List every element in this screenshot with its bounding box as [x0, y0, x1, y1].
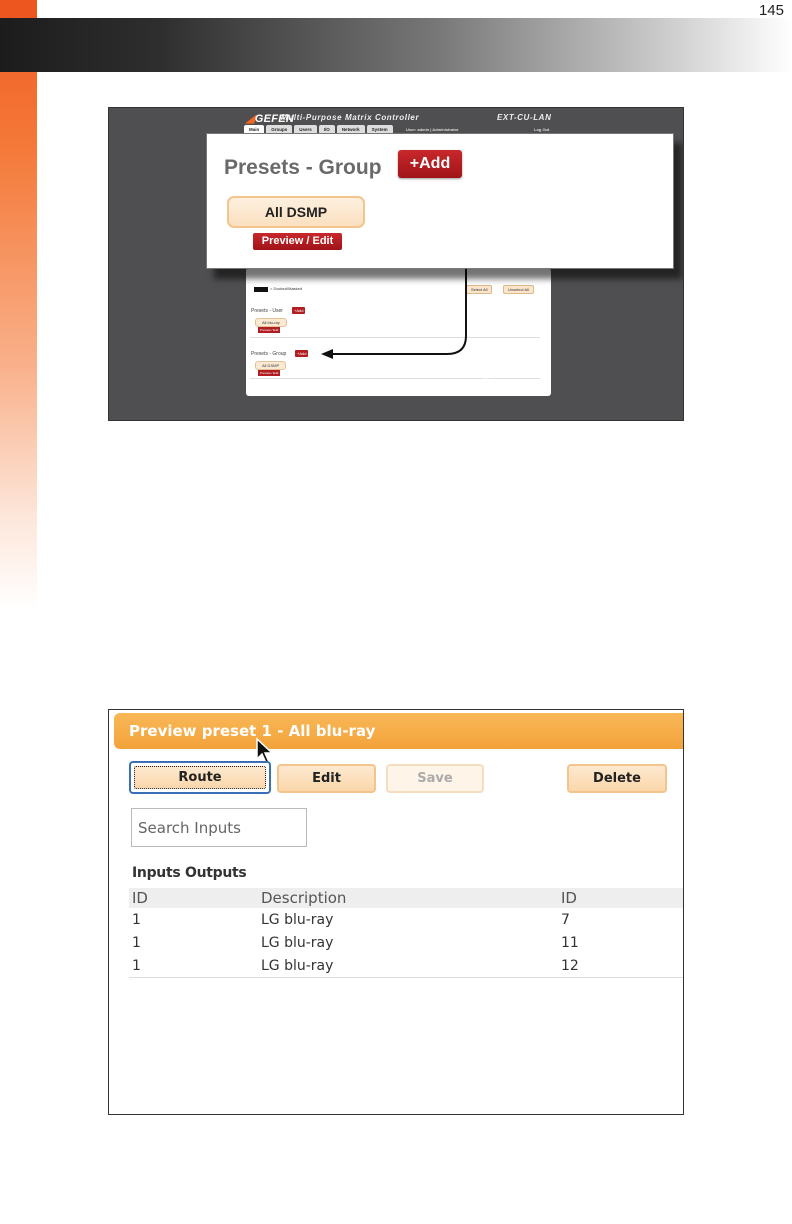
figure-preview-preset: [108, 709, 684, 1115]
unselect-all-button[interactable]: Unselect All: [503, 285, 534, 294]
table-row: [129, 931, 684, 954]
cell-output-id: 11: [561, 934, 579, 951]
preview-title: Preview preset 1 - All blu-ray: [129, 722, 376, 740]
nav-tab-groups[interactable]: Groups: [266, 125, 292, 134]
header-input-id: ID: [132, 889, 148, 907]
group-preset-button[interactable]: All DSMP: [255, 361, 286, 370]
table-header: [129, 888, 684, 908]
side-tab: [0, 0, 37, 608]
header-bar: [0, 18, 792, 72]
delete-button[interactable]: Delete: [567, 764, 667, 793]
table-row: [129, 954, 684, 977]
nav-tab-io[interactable]: I/O: [319, 125, 335, 134]
logout-link[interactable]: Log Out: [534, 127, 550, 132]
select-all-button[interactable]: Select All: [466, 285, 492, 294]
cell-output-id: 12: [561, 957, 579, 974]
preset-table: [129, 888, 684, 978]
nav-tab-users[interactable]: Users: [294, 125, 317, 134]
preview-title-bar: [114, 713, 684, 749]
group-add-button[interactable]: +Add: [297, 351, 307, 356]
search-input[interactable]: [131, 808, 307, 847]
swatch-label: = Docked/Masked: [270, 286, 303, 291]
cell-input-id: 1: [132, 957, 141, 974]
zoom-add-button[interactable]: +Add: [398, 150, 462, 178]
route-button[interactable]: [129, 761, 271, 794]
zoom-heading: Presets - Group: [224, 156, 382, 179]
nav-tab-network[interactable]: Network: [337, 125, 365, 134]
header-description: Description: [261, 889, 347, 907]
nav-tab-main[interactable]: Main: [244, 125, 264, 134]
device-name: EXT-CU-LAN: [497, 113, 552, 122]
user-preset-button[interactable]: All blu-ray: [255, 318, 287, 327]
cell-description: LG blu-ray: [261, 957, 334, 974]
user-info: User: admin | Administrator: [406, 127, 459, 132]
group-presets-heading: Presets - Group: [251, 351, 287, 357]
header-output-id: ID: [561, 889, 577, 907]
user-presets-heading: Presets - User: [251, 308, 283, 314]
route-label: Route: [134, 766, 266, 789]
user-preview-button[interactable]: Preview / Edit: [260, 328, 279, 332]
nav-tab-system[interactable]: System: [367, 125, 393, 134]
edit-button[interactable]: Edit: [277, 764, 376, 793]
cell-description: LG blu-ray: [261, 934, 334, 951]
zoom-preset-button[interactable]: All DSMP: [227, 196, 365, 228]
app-title: Multi-Purpose Matrix Controller: [281, 113, 420, 122]
gefen-logo: ◢GEFEN: [246, 113, 295, 125]
group-preview-button[interactable]: Preview / Edit: [260, 371, 279, 375]
zoom-preview-button[interactable]: Preview / Edit: [253, 233, 342, 250]
page-number: 145: [758, 2, 784, 19]
save-button[interactable]: Save: [386, 764, 484, 793]
table-row: [129, 908, 684, 931]
zoom-callout: [206, 133, 674, 269]
cell-input-id: 1: [132, 934, 141, 951]
cell-description: LG blu-ray: [261, 911, 334, 928]
cell-input-id: 1: [132, 911, 141, 928]
cell-output-id: 7: [561, 911, 570, 928]
figure-presets-group: [108, 107, 684, 421]
inputs-outputs-title: Inputs Outputs: [132, 865, 247, 881]
user-add-button[interactable]: +Add: [294, 308, 304, 313]
